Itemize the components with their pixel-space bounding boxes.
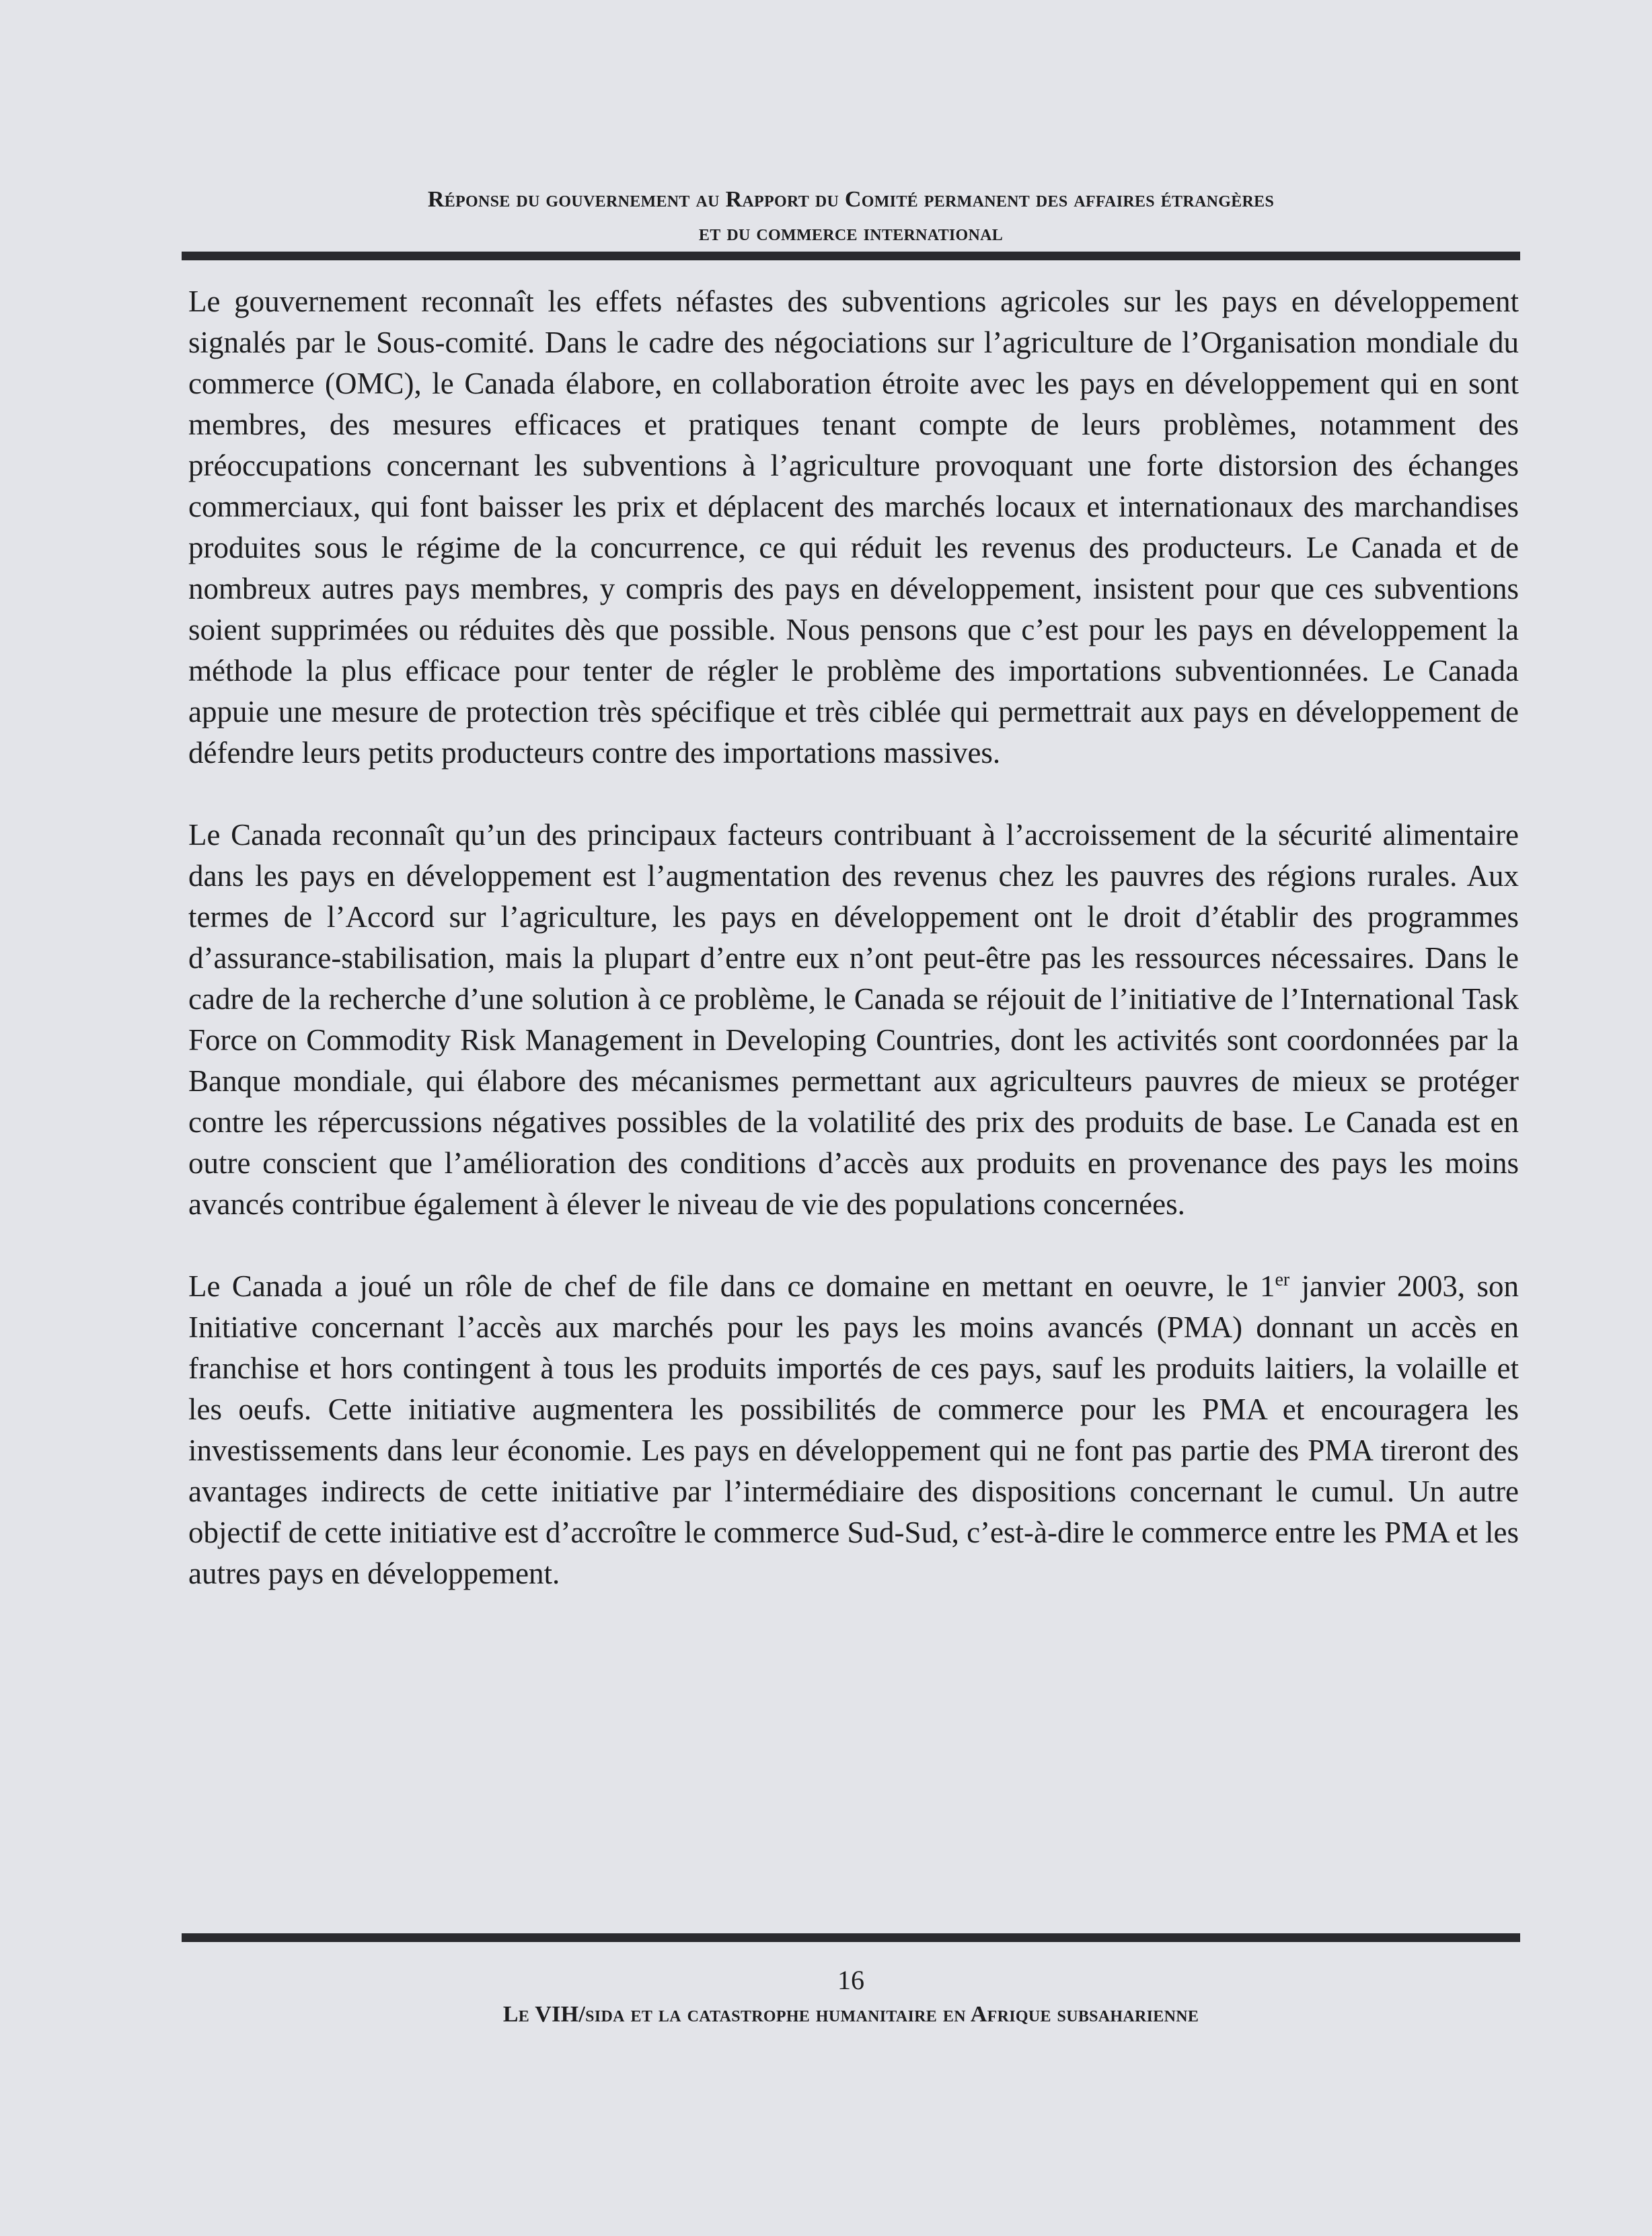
paragraph-3-rest: janvier 2003, son Initiative concernant l’accès aux marchés pour les pays les moins avancés (PMA) donnant un accès en franchise et hors contingent à tous les produits importés de ces pays, sauf les produits laitiers, la volaille et les oeufs. Cette initiative augmentera les possibilités de commerce pour les PMA et encouragera les investissements dans leur économie. Les pays en développement qui ne font pas partie des PMA tireront des avantages indirects de cette initiative par l’intermédiaire des dispositions concernant le cumul. Un autre objectif de cette initiative est d’accroître le commerce Sud-Sud, c’est-à-dire le commerce entre les PMA et les autres pays en développement. xyxy=(188,1269,1519,1590)
page-number: 16 xyxy=(837,1965,864,1995)
footer-rule xyxy=(182,1933,1520,1942)
header-line-1: Réponse du gouvernement au Rapport du Comité permanent des affaires étrangères xyxy=(427,187,1275,212)
body-text xyxy=(188,281,1519,1594)
header-rule xyxy=(182,252,1520,260)
header-line-2: et du commerce international xyxy=(698,221,1004,246)
paragraph-2: Le Canada reconnaît qu’un des principaux facteurs contribuant à l’accroissement de la sécurité alimentaire dans les pays en développement est l’augmentation des revenus chez les pauvres des régions rurales. Aux termes de l’Accord sur l’agriculture, les pays en développement ont le droit d’établir des programmes d’assurance-stabilisation, mais la plupart d’entre eux n’ont peut-être pas les ressources nécessaires. Dans le cadre de la recherche d’une solution à ce problème, le Canada se réjouit de l’initiative de l’International Task Force on Commodity Risk Management in Developing Countries, dont les activités sont coordonnées par la Banque mondiale, qui élabore des mécanismes permettant aux agriculteurs pauvres de mieux se protéger contre les répercussions négatives possibles de la volatilité des prix des produits de base. Le Canada est en outre conscient que l’amélioration des conditions d’accès aux produits en provenance des pays les moins avancés contribue également à élever le niveau de vie des populations concernées. xyxy=(188,818,1519,1221)
paragraph-1: Le gouvernement reconnaît les effets néfastes des subventions agricoles sur les pays en développement signalés par le Sous-comité. Dans le cadre des négociations sur l’agriculture de l’Organisation mondiale du commerce (OMC), le Canada élabore, en collaboration étroite avec les pays en développement qui en sont membres, des mesures efficaces et pratiques tenant compte de leurs problèmes, notamment des préoccupations concernant les subventions à l’agriculture provoquant une forte distorsion des échanges commerciaux, qui font baisser les prix et déplacent des marchés locaux et internationaux des marchandises produites sous le régime de la concurrence, ce qui réduit les revenus des producteurs. Le Canada et de nombreux autres pays membres, y compris des pays en développement, insistent pour que ces subventions soient supprimées ou réduites dès que possible. Nous pensons que c’est pour les pays en développement la méthode la plus efficace pour tenter de régler le problème des importations subventionnées. Le Canada appuie une mesure de protection très spécifique et très ciblée qui permettrait aux pays en développement de défendre leurs petits producteurs contre des importations massives. xyxy=(188,285,1519,770)
ordinal-superscript: er xyxy=(1275,1269,1290,1290)
paragraph-3 xyxy=(188,1266,1519,1594)
running-footer: Le VIH/sida et la catastrophe humanitaire en Afrique subsaharienne xyxy=(502,2002,1199,2027)
running-header xyxy=(182,183,1520,250)
paragraph-3-start: Le Canada a joué un rôle de chef de file dans ce domaine en mettant en oeuvre, le 1 xyxy=(188,1269,1275,1303)
